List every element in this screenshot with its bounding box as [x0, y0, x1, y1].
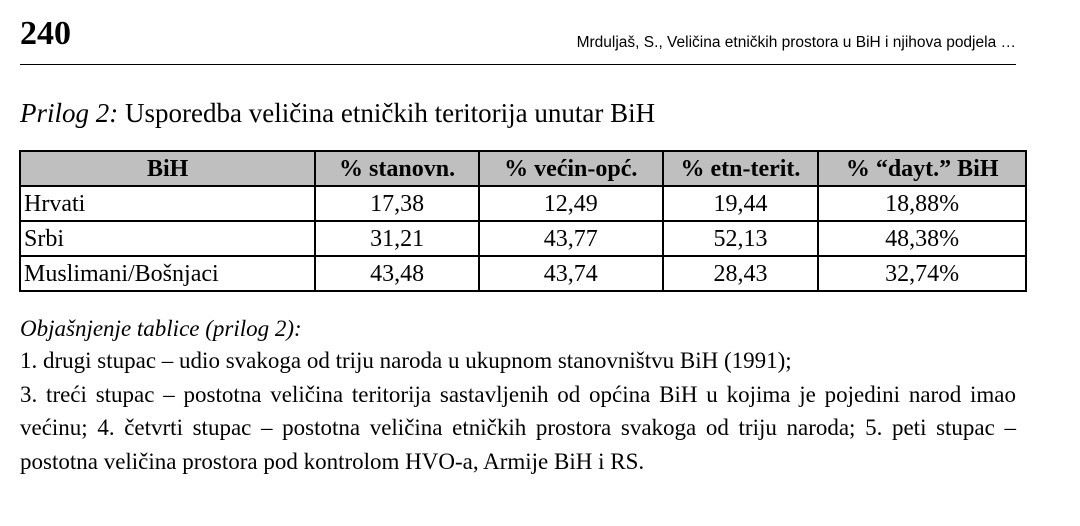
table-cell: 48,38%: [818, 221, 1026, 256]
table-cell: 52,13: [663, 221, 819, 256]
row-label: Hrvati: [20, 186, 315, 221]
note-line: 3. treći stupac – postotna veličina teritorija sastavljenih od općina BiH u kojima je pojedini narod imao većinu; 4. četvrti stupac – postotna veličina etničkih prostora svakoga od triju naroda; 5. peti stupac – postotna veličina prostora pod kontrolom HVO-a, Armije BiH i RS.: [20, 381, 1016, 474]
appendix-title: [20, 96, 655, 130]
table-header-row: [20, 151, 1026, 186]
table-cell: 32,74%: [818, 256, 1026, 291]
appendix-label: Prilog 2:: [20, 98, 119, 128]
table-cell: 12,49: [479, 186, 663, 221]
row-label: Muslimani/Bošnjaci: [20, 256, 315, 291]
table-cell: 43,77: [479, 221, 663, 256]
running-header: Mrduljaš, S., Veličina etničkih prostora u BiH i njihova podjela …: [576, 34, 1016, 51]
table-row: [20, 221, 1026, 256]
table-cell: 18,88%: [818, 186, 1026, 221]
table-cell: 43,74: [479, 256, 663, 291]
column-header: % “dayt.” BiH: [818, 151, 1026, 186]
notes-body: [20, 344, 1016, 478]
table-cell: 19,44: [663, 186, 819, 221]
table-cell: 43,48: [315, 256, 479, 291]
appendix-title-text: Usporedba veličina etničkih teritorija unutar BiH: [125, 98, 656, 128]
table-row: [20, 186, 1026, 221]
page-number: 240: [20, 15, 71, 52]
table-row: [20, 256, 1026, 291]
column-header: % većin-opć.: [479, 151, 663, 186]
column-header: % stanovn.: [315, 151, 479, 186]
table-cell: 28,43: [663, 256, 819, 291]
comparison-table: [19, 150, 1027, 292]
column-header: BiH: [20, 151, 315, 186]
row-label: Srbi: [20, 221, 315, 256]
note-line: 1. drugi stupac – udio svakoga od triju naroda u ukupnom stanovništvu BiH (1991);: [20, 348, 792, 373]
column-header: % etn-terit.: [663, 151, 819, 186]
table-cell: 17,38: [315, 186, 479, 221]
notes-title: Objašnjenje tablice (prilog 2):: [20, 316, 302, 341]
table-cell: 31,21: [315, 221, 479, 256]
header-rule: [20, 64, 1016, 65]
